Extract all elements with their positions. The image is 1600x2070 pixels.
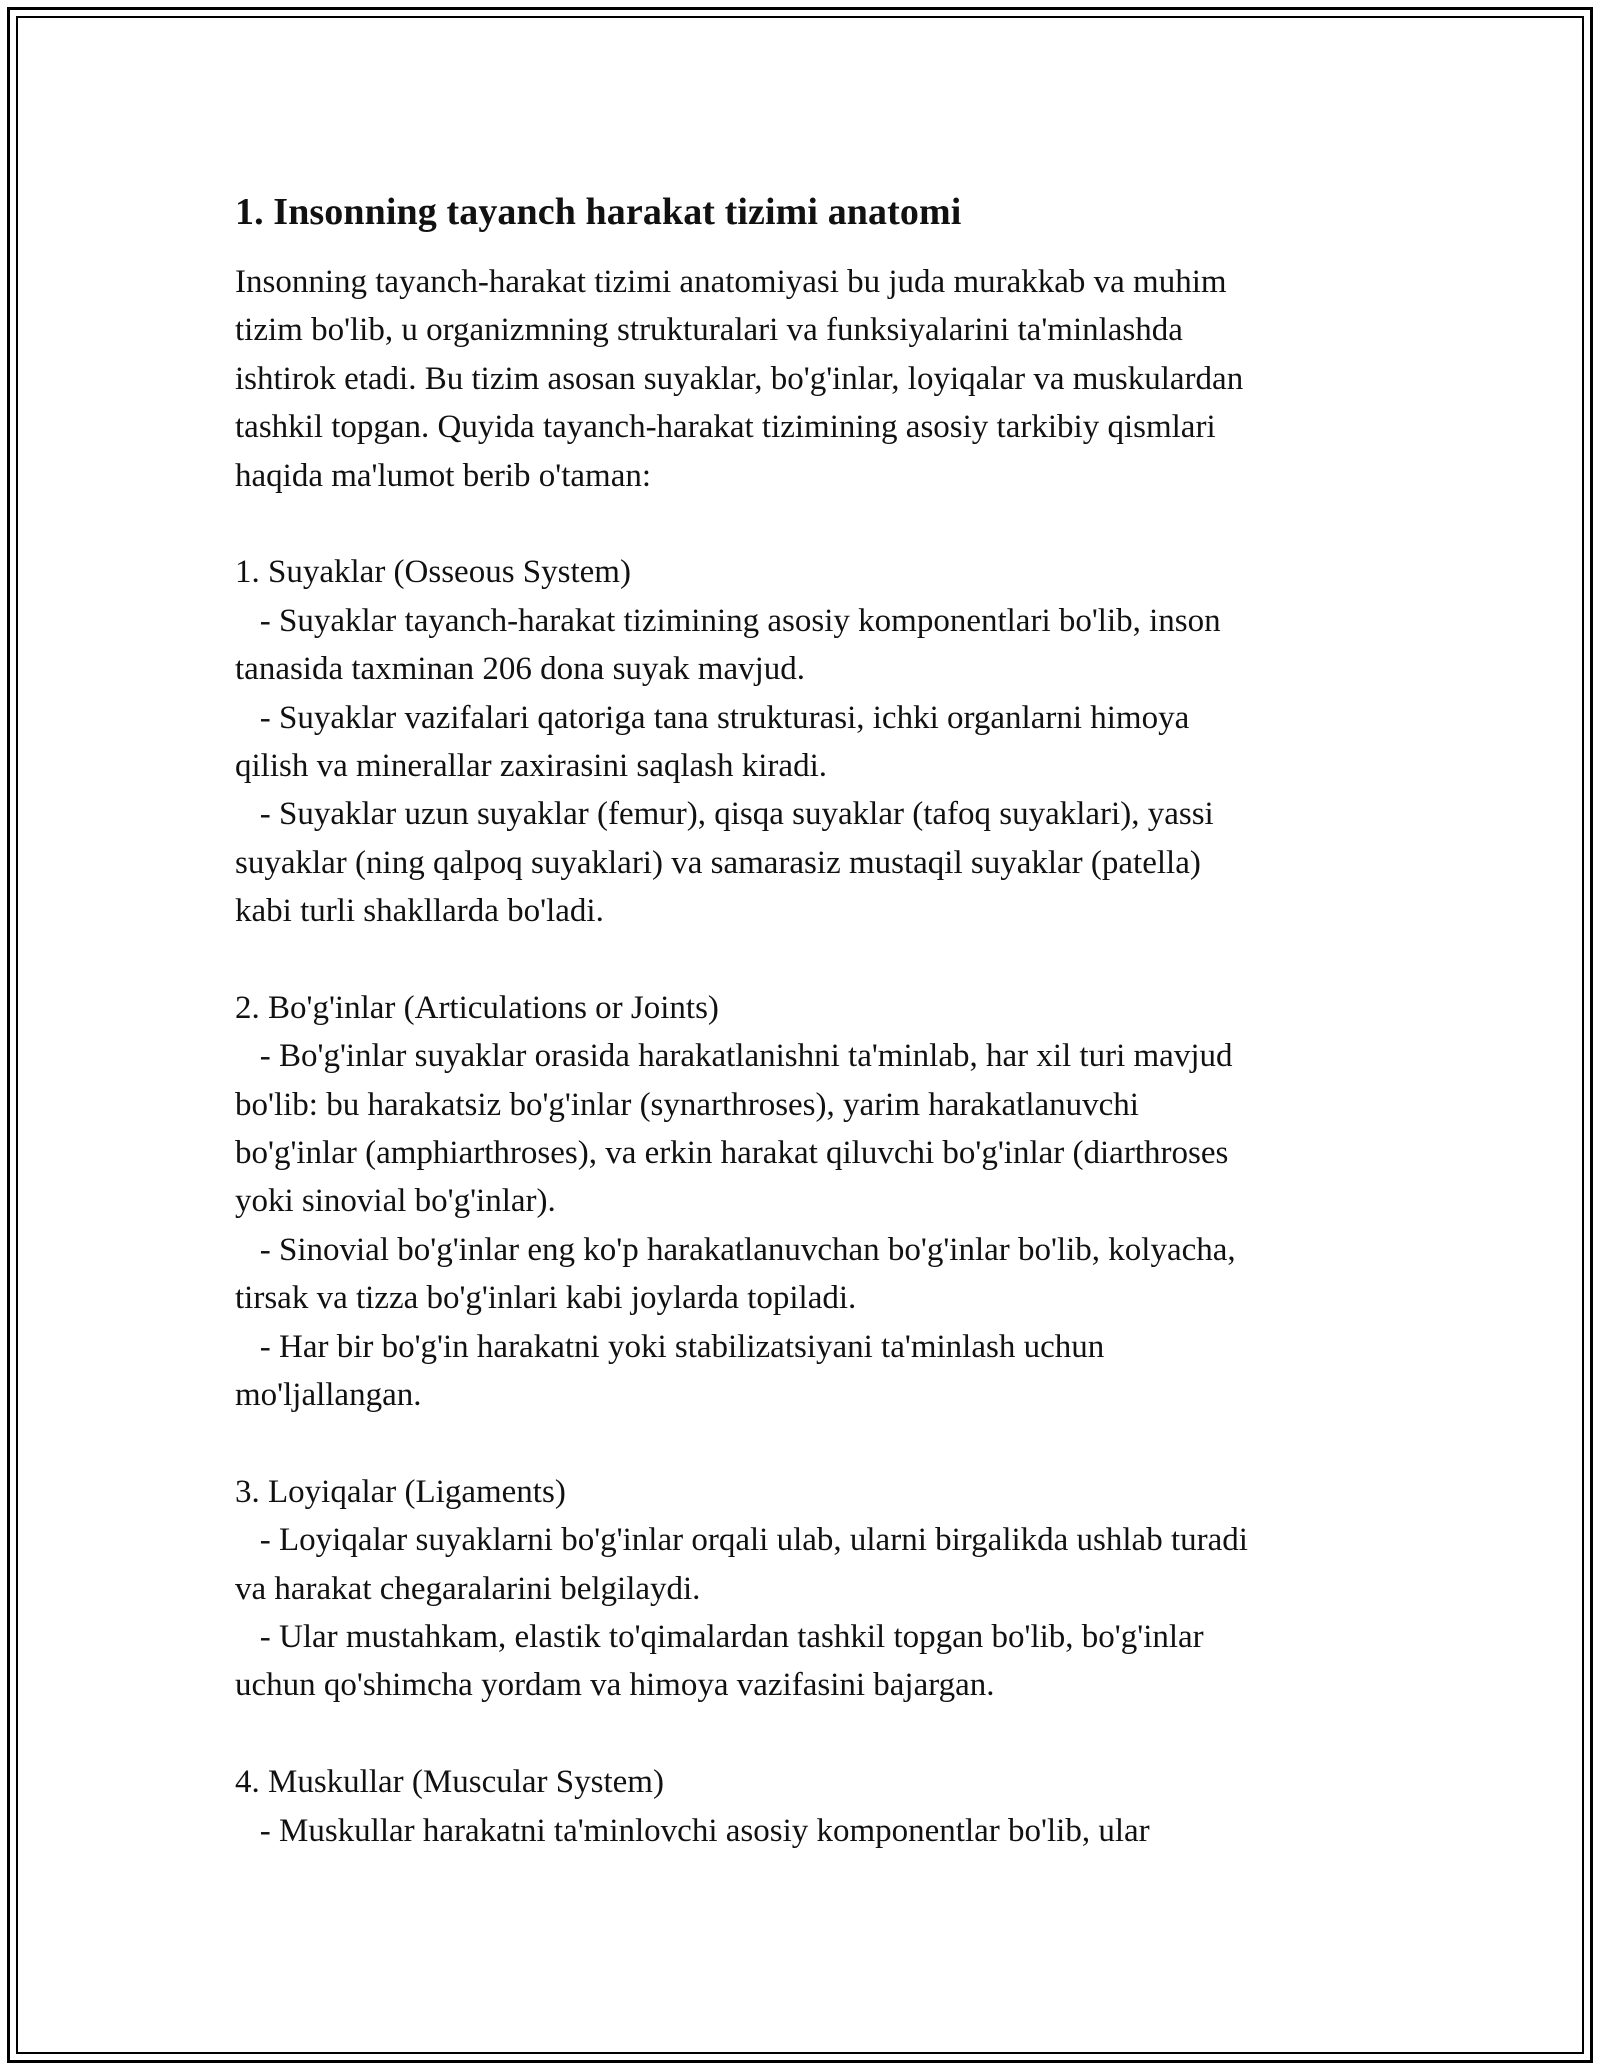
document-title: 1. Insonning tayanch harakat tizimi anatomi bbox=[235, 191, 962, 233]
paragraph-line: yoki sinovial bo'g'inlar). bbox=[235, 1183, 556, 1220]
paragraph-line: tanasida taxminan 206 dona suyak mavjud. bbox=[235, 651, 806, 688]
bullet-line: - Loyiqalar suyaklarni bo'g'inlar orqali ulab, ularni birgalikda ushlab turadi bbox=[235, 1522, 1248, 1559]
paragraph-line: suyaklar (ning qalpoq suyaklari) va samarasiz mustaqil suyaklar (patella) bbox=[235, 844, 1201, 881]
document-text bbox=[235, 258, 1385, 1855]
blank-line bbox=[235, 935, 1385, 983]
paragraph-line: kabi turli shakllarda bo'ladi. bbox=[235, 893, 604, 930]
paragraph-line: bo'g'inlar (amphiarthroses), va erkin harakat qiluvchi bo'g'inlar (diarthroses bbox=[235, 1135, 1229, 1172]
bullet-line: - Muskullar harakatni ta'minlovchi asosiy komponentlar bo'lib, ular bbox=[235, 1812, 1150, 1849]
paragraph-line: mo'ljallangan. bbox=[235, 1376, 422, 1413]
paragraph-line: tizim bo'lib, u organizmning strukturalari va funksiyalarini ta'minlashda bbox=[235, 312, 1183, 349]
paragraph-line: tashkil topgan. Quyida tayanch-harakat tizimining asosiy tarkibiy qismlari bbox=[235, 409, 1216, 446]
paragraph-line: va harakat chegaralarini belgilaydi. bbox=[235, 1570, 701, 1607]
paragraph-line: bo'lib: bu harakatsiz bo'g'inlar (synarthroses), yarim harakatlanuvchi bbox=[235, 1086, 1139, 1123]
section-heading: 4. Muskullar (Muscular System) bbox=[235, 1764, 664, 1801]
paragraph-line: haqida ma'lumot berib o'taman: bbox=[235, 457, 652, 494]
section-heading: 3. Loyiqalar (Ligaments) bbox=[235, 1473, 566, 1510]
bullet-line: - Suyaklar vazifalari qatoriga tana strukturasi, ichki organlarni himoya bbox=[235, 699, 1190, 736]
bullet-line: - Bo'g'inlar suyaklar orasida harakatlanishni ta'minlab, har xil turi mavjud bbox=[235, 1038, 1233, 1075]
document-body bbox=[235, 188, 1385, 1855]
section-heading: 1. Suyaklar (Osseous System) bbox=[235, 554, 631, 591]
bullet-line: - Har bir bo'g'in harakatni yoki stabilizatsiyani ta'minlash uchun bbox=[235, 1328, 1105, 1365]
paragraph-line: tirsak va tizza bo'g'inlari kabi joylarda topiladi. bbox=[235, 1280, 857, 1317]
bullet-line: - Ular mustahkam, elastik to'qimalardan tashkil topgan bo'lib, bo'g'inlar bbox=[235, 1618, 1204, 1655]
blank-line bbox=[235, 500, 1385, 548]
paragraph-line: ishtirok etadi. Bu tizim asosan suyaklar, bo'g'inlar, loyiqalar va muskulardan bbox=[235, 360, 1244, 397]
bullet-line: - Sinovial bo'g'inlar eng ko'p harakatlanuvchan bo'g'inlar bo'lib, kolyacha, bbox=[235, 1231, 1236, 1268]
paragraph-line: Insonning tayanch-harakat tizimi anatomiyasi bu juda murakkab va muhim bbox=[235, 264, 1227, 300]
blank-line bbox=[235, 1710, 1385, 1758]
bullet-line: - Suyaklar tayanch-harakat tizimining asosiy komponentlari bo'lib, inson bbox=[235, 602, 1221, 639]
blank-line bbox=[235, 1419, 1385, 1467]
bullet-line: - Suyaklar uzun suyaklar (femur), qisqa suyaklar (tafoq suyaklari), yassi bbox=[235, 796, 1214, 833]
section-heading: 2. Bo'g'inlar (Articulations or Joints) bbox=[235, 989, 719, 1026]
paragraph-line: qilish va minerallar zaxirasini saqlash kiradi. bbox=[235, 747, 827, 784]
paragraph-line: uchun qo'shimcha yordam va himoya vazifasini bajargan. bbox=[235, 1667, 995, 1704]
